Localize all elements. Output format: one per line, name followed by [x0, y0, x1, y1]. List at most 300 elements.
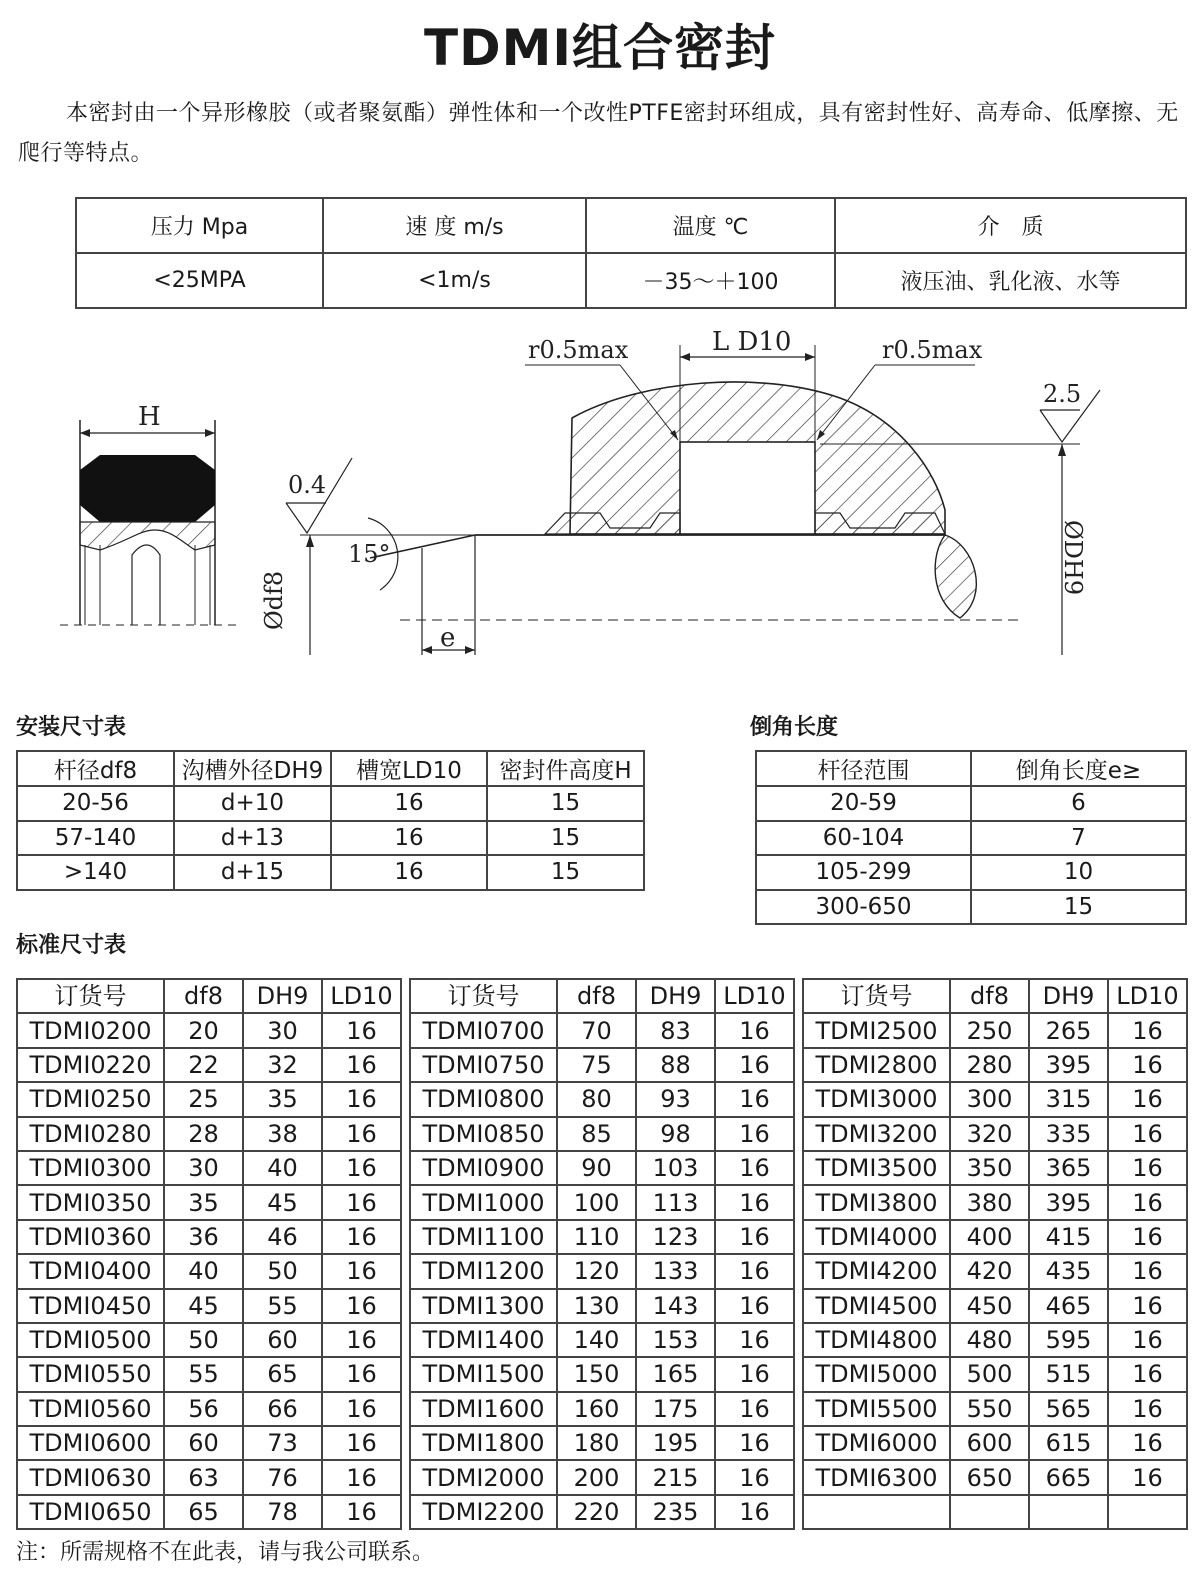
table-cell: 16: [322, 1082, 401, 1116]
chamfer-e-label: e: [440, 623, 456, 653]
order-number-cell: TDMI3000: [803, 1082, 950, 1116]
table-cell: 300-650: [756, 890, 971, 925]
order-number-cell: TDMI1100: [410, 1220, 557, 1254]
order-number-cell: TDMI0600: [17, 1426, 164, 1460]
table-row: [756, 786, 1186, 821]
table-cell: 335: [1029, 1117, 1108, 1151]
order-number-cell: TDMI0360: [17, 1220, 164, 1254]
table-row: [803, 1254, 1187, 1288]
order-number-cell: TDMI4800: [803, 1323, 950, 1357]
table-row: [410, 1495, 794, 1529]
table-cell: 150: [557, 1357, 636, 1391]
table-row: [410, 1048, 794, 1082]
table-cell: 16: [1108, 1289, 1187, 1323]
install-header-rod: 杆径df8: [17, 751, 174, 786]
table-cell: 20-59: [756, 786, 971, 821]
table-cell: 105-299: [756, 855, 971, 890]
roughness-left-label: 0.4: [288, 471, 327, 499]
table-cell: 200: [557, 1460, 636, 1494]
table-cell: 380: [950, 1185, 1029, 1219]
order-number-cell: TDMI0900: [410, 1151, 557, 1185]
table-cell: 153: [636, 1323, 715, 1357]
param-value-speed: <1m/s: [323, 253, 586, 308]
roughness-right-label: 2.5: [1043, 380, 1082, 408]
table-cell: 16: [1108, 1185, 1187, 1219]
table-cell: 175: [636, 1392, 715, 1426]
table-row: [803, 1048, 1187, 1082]
order-number-cell: TDMI1000: [410, 1185, 557, 1219]
table-cell: 220: [557, 1495, 636, 1529]
table-cell: 16: [1108, 1392, 1187, 1426]
table-cell: 38: [243, 1117, 322, 1151]
table-cell: 165: [636, 1357, 715, 1391]
param-value-medium: 液压油、乳化液、水等: [835, 253, 1186, 308]
table-row: [410, 1254, 794, 1288]
table-cell: 16: [322, 1013, 401, 1047]
order-number-cell: TDMI0630: [17, 1460, 164, 1494]
table-cell: 20: [164, 1013, 243, 1047]
order-number-cell: TDMI2200: [410, 1495, 557, 1529]
order-number-cell: TDMI0300: [17, 1151, 164, 1185]
standard-header-cell: LD10: [322, 979, 401, 1013]
order-number-cell: TDMI6000: [803, 1426, 950, 1460]
order-number-cell: TDMI5500: [803, 1392, 950, 1426]
standard-header-row: [17, 979, 401, 1013]
table-row: [410, 1220, 794, 1254]
order-number-cell: TDMI0550: [17, 1357, 164, 1391]
table-cell: 665: [1029, 1460, 1108, 1494]
table-cell: 30: [243, 1013, 322, 1047]
table-cell: 16: [1108, 1151, 1187, 1185]
order-number-cell: TDMI0400: [17, 1254, 164, 1288]
order-number-cell: TDMI1500: [410, 1357, 557, 1391]
table-cell: 25: [164, 1082, 243, 1116]
table-cell: 16: [331, 855, 487, 890]
order-number-cell: TDMI0350: [17, 1185, 164, 1219]
table-cell: 66: [243, 1392, 322, 1426]
table-cell: [950, 1495, 1029, 1529]
table-row: [410, 1289, 794, 1323]
angle-label: 15°: [348, 540, 391, 568]
table-row: [410, 1185, 794, 1219]
table-cell: 365: [1029, 1151, 1108, 1185]
order-number-cell: TDMI2500: [803, 1013, 950, 1047]
table-cell: 85: [557, 1117, 636, 1151]
table-cell: 16: [715, 1117, 794, 1151]
table-row: [17, 821, 644, 856]
table-row: [17, 855, 644, 890]
table-cell: 55: [164, 1357, 243, 1391]
table-cell: 315: [1029, 1082, 1108, 1116]
order-number-cell: TDMI0220: [17, 1048, 164, 1082]
table-cell: 300: [950, 1082, 1029, 1116]
order-number-cell: TDMI6300: [803, 1460, 950, 1494]
table-cell: 110: [557, 1220, 636, 1254]
table-cell: 63: [164, 1460, 243, 1494]
standard-header-cell: df8: [557, 979, 636, 1013]
table-cell: 50: [243, 1254, 322, 1288]
order-number-cell: TDMI2000: [410, 1460, 557, 1494]
table-cell: 16: [322, 1254, 401, 1288]
table-cell: 16: [322, 1495, 401, 1529]
order-number-cell: TDMI0750: [410, 1048, 557, 1082]
table-cell: 80: [557, 1082, 636, 1116]
groove-assembly: [260, 327, 1100, 655]
install-table-heading: 安装尺寸表: [16, 715, 127, 740]
table-cell: 595: [1029, 1323, 1108, 1357]
table-row: [803, 1392, 1187, 1426]
table-cell: 75: [557, 1048, 636, 1082]
table-cell: [1029, 1495, 1108, 1529]
standard-sizes-table-2: [409, 978, 795, 1530]
table-row: [803, 1082, 1187, 1116]
table-cell: 93: [636, 1082, 715, 1116]
table-cell: 420: [950, 1254, 1029, 1288]
order-number-cell: [803, 1495, 950, 1529]
standard-header-row: [410, 979, 794, 1013]
table-row: [410, 1392, 794, 1426]
table-cell: 76: [243, 1460, 322, 1494]
table-cell: 480: [950, 1323, 1029, 1357]
table-cell: 16: [715, 1495, 794, 1529]
seal-technical-drawing: [0, 0, 1200, 700]
standard-header-cell: DH9: [636, 979, 715, 1013]
table-cell: 395: [1029, 1048, 1108, 1082]
table-cell: 15: [971, 890, 1186, 925]
install-header-groove-width: 槽宽LD10: [331, 751, 487, 786]
table-row: [17, 1254, 401, 1288]
order-number-cell: TDMI1300: [410, 1289, 557, 1323]
table-cell: 500: [950, 1357, 1029, 1391]
table-cell: 123: [636, 1220, 715, 1254]
table-cell: 320: [950, 1117, 1029, 1151]
table-row: [803, 1013, 1187, 1047]
table-cell: 16: [1108, 1357, 1187, 1391]
table-cell: 215: [636, 1460, 715, 1494]
table-cell: 16: [322, 1392, 401, 1426]
table-cell: 15: [487, 855, 644, 890]
table-row: [17, 1013, 401, 1047]
chamfer-header-length: 倒角长度e≥: [971, 751, 1186, 786]
table-cell: 16: [1108, 1220, 1187, 1254]
table-cell: 140: [557, 1323, 636, 1357]
table-cell: 55: [243, 1289, 322, 1323]
standard-header-cell: df8: [164, 979, 243, 1013]
table-cell: 16: [1108, 1323, 1187, 1357]
table-cell: 16: [322, 1220, 401, 1254]
install-dimensions-table: [16, 750, 645, 891]
standard-header-cell: LD10: [715, 979, 794, 1013]
seal-cross-section: [60, 402, 240, 625]
radius-left-label: r0.5max: [528, 336, 629, 364]
table-row: [17, 1117, 401, 1151]
order-number-cell: TDMI0700: [410, 1013, 557, 1047]
table-cell: 88: [636, 1048, 715, 1082]
table-row: [17, 1426, 401, 1460]
standard-header-cell: LD10: [1108, 979, 1187, 1013]
table-cell: 280: [950, 1048, 1029, 1082]
table-cell: 16: [715, 1013, 794, 1047]
table-cell: 16: [715, 1323, 794, 1357]
table-row: [410, 1357, 794, 1391]
page-title: TDMI组合密封: [424, 19, 776, 77]
table-row: [17, 1048, 401, 1082]
param-value-temperature: －35～＋100: [586, 253, 835, 308]
table-cell: 195: [636, 1426, 715, 1460]
order-number-cell: TDMI3200: [803, 1117, 950, 1151]
table-cell: 7: [971, 821, 1186, 856]
order-number-cell: TDMI5000: [803, 1357, 950, 1391]
order-number-cell: TDMI1800: [410, 1426, 557, 1460]
table-cell: 465: [1029, 1289, 1108, 1323]
table-row: [803, 1117, 1187, 1151]
table-row: [410, 1082, 794, 1116]
order-number-cell: TDMI1200: [410, 1254, 557, 1288]
groove-width-label: L D10: [712, 327, 792, 357]
table-cell: 133: [636, 1254, 715, 1288]
table-cell: 16: [1108, 1254, 1187, 1288]
table-cell: 265: [1029, 1013, 1108, 1047]
table-row: [803, 1357, 1187, 1391]
table-cell: 16: [1108, 1426, 1187, 1460]
table-cell: [1108, 1495, 1187, 1529]
table-cell: 60: [164, 1426, 243, 1460]
param-header-speed: 速 度 m/s: [323, 198, 586, 253]
table-cell: 16: [715, 1151, 794, 1185]
table-cell: 16: [322, 1289, 401, 1323]
table-cell: 565: [1029, 1392, 1108, 1426]
table-cell: 113: [636, 1185, 715, 1219]
order-number-cell: TDMI3500: [803, 1151, 950, 1185]
table-cell: 20-56: [17, 786, 174, 821]
table-cell: 120: [557, 1254, 636, 1288]
table-cell: 350: [950, 1151, 1029, 1185]
table-cell: 16: [322, 1185, 401, 1219]
install-header-seal-height: 密封件高度H: [487, 751, 644, 786]
table-row: [803, 1220, 1187, 1254]
table-row: [410, 1426, 794, 1460]
table-cell: 16: [715, 1289, 794, 1323]
table-cell: 16: [322, 1323, 401, 1357]
groove-diameter-label: ØDH9: [1059, 520, 1087, 596]
install-header-groove-od: 沟槽外径DH9: [174, 751, 331, 786]
table-cell: 400: [950, 1220, 1029, 1254]
table-cell: 50: [164, 1323, 243, 1357]
table-cell: 40: [243, 1151, 322, 1185]
table-cell: 22: [164, 1048, 243, 1082]
table-row: [17, 1151, 401, 1185]
order-number-cell: TDMI4000: [803, 1220, 950, 1254]
table-row: [410, 1013, 794, 1047]
table-row: [17, 1392, 401, 1426]
table-cell: 65: [243, 1357, 322, 1391]
rod-diameter-label: Ødf8: [260, 570, 288, 630]
table-cell: 160: [557, 1392, 636, 1426]
install-header-row: [17, 751, 644, 786]
table-row: [410, 1117, 794, 1151]
table-cell: 90: [557, 1151, 636, 1185]
order-number-cell: TDMI4500: [803, 1289, 950, 1323]
standard-sizes-table-3: [802, 978, 1188, 1530]
chamfer-table-heading: 倒角长度: [750, 715, 839, 740]
table-cell: 46: [243, 1220, 322, 1254]
table-row: [803, 1185, 1187, 1219]
table-cell: 16: [331, 821, 487, 856]
table-cell: 16: [1108, 1013, 1187, 1047]
table-row: [17, 1289, 401, 1323]
table-row: [410, 1460, 794, 1494]
table-cell: 16: [322, 1426, 401, 1460]
table-cell: 16: [1108, 1460, 1187, 1494]
table-cell: 36: [164, 1220, 243, 1254]
table-cell: 35: [243, 1082, 322, 1116]
table-cell: 78: [243, 1495, 322, 1529]
order-number-cell: TDMI0500: [17, 1323, 164, 1357]
table-cell: 73: [243, 1426, 322, 1460]
table-row: [803, 1495, 1187, 1529]
table-cell: 16: [322, 1357, 401, 1391]
order-number-cell: TDMI1400: [410, 1323, 557, 1357]
table-row: [17, 1185, 401, 1219]
table-cell: 250: [950, 1013, 1029, 1047]
footer-note: 注：所需规格不在此表，请与我公司联系。: [16, 1540, 435, 1565]
table-row: [17, 1357, 401, 1391]
order-number-cell: TDMI3800: [803, 1185, 950, 1219]
table-row: [17, 1082, 401, 1116]
table-cell: 28: [164, 1117, 243, 1151]
chamfer-length-table: [755, 750, 1187, 925]
standard-header-cell: 订货号: [17, 979, 164, 1013]
table-cell: d+13: [174, 821, 331, 856]
table-cell: 16: [322, 1048, 401, 1082]
table-cell: 435: [1029, 1254, 1108, 1288]
table-row: [17, 1323, 401, 1357]
table-cell: 16: [1108, 1117, 1187, 1151]
table-row: [803, 1426, 1187, 1460]
table-cell: 10: [971, 855, 1186, 890]
param-header-pressure: 压力 Mpa: [76, 198, 323, 253]
order-number-cell: TDMI0650: [17, 1495, 164, 1529]
intro-paragraph: 本密封由一个异形橡胶（或者聚氨酯）弹性体和一个改性PTFE密封环组成，具有密封性好、高寿命、低摩擦、无爬行等特点。: [18, 101, 1179, 166]
table-cell: 515: [1029, 1357, 1108, 1391]
standard-header-cell: DH9: [1029, 979, 1108, 1013]
order-number-cell: TDMI0800: [410, 1082, 557, 1116]
table-cell: 15: [487, 821, 644, 856]
standard-table-heading: 标准尺寸表: [16, 933, 127, 958]
chamfer-header-row: [756, 751, 1186, 786]
order-number-cell: TDMI0280: [17, 1117, 164, 1151]
table-cell: 16: [715, 1426, 794, 1460]
table-cell: 15: [487, 786, 644, 821]
table-cell: 70: [557, 1013, 636, 1047]
table-row: [803, 1323, 1187, 1357]
order-number-cell: TDMI4200: [803, 1254, 950, 1288]
table-cell: 40: [164, 1254, 243, 1288]
standard-header-row: [803, 979, 1187, 1013]
table-row: [410, 1323, 794, 1357]
table-row: [756, 855, 1186, 890]
table-cell: 65: [164, 1495, 243, 1529]
table-cell: 16: [331, 786, 487, 821]
order-number-cell: TDMI0200: [17, 1013, 164, 1047]
table-cell: 16: [1108, 1048, 1187, 1082]
table-cell: 16: [322, 1460, 401, 1494]
table-cell: 16: [715, 1048, 794, 1082]
table-cell: 16: [715, 1220, 794, 1254]
table-cell: 56: [164, 1392, 243, 1426]
table-cell: 16: [715, 1082, 794, 1116]
table-cell: 45: [164, 1289, 243, 1323]
standard-header-cell: df8: [950, 979, 1029, 1013]
table-cell: 550: [950, 1392, 1029, 1426]
param-value-pressure: <25MPA: [76, 253, 323, 308]
order-number-cell: TDMI0450: [17, 1289, 164, 1323]
table-cell: 615: [1029, 1426, 1108, 1460]
table-cell: 45: [243, 1185, 322, 1219]
table-cell: 16: [715, 1254, 794, 1288]
table-cell: 60: [243, 1323, 322, 1357]
table-cell: 35: [164, 1185, 243, 1219]
standard-header-cell: 订货号: [410, 979, 557, 1013]
table-cell: 16: [322, 1117, 401, 1151]
standard-header-cell: 订货号: [803, 979, 950, 1013]
standard-header-cell: DH9: [243, 979, 322, 1013]
table-cell: 415: [1029, 1220, 1108, 1254]
table-row: [803, 1151, 1187, 1185]
param-header-temperature: 温度 ℃: [586, 198, 835, 253]
chamfer-header-rod-range: 杆径范围: [756, 751, 971, 786]
order-number-cell: TDMI0560: [17, 1392, 164, 1426]
table-cell: 16: [1108, 1082, 1187, 1116]
param-header-medium: 介 质: [835, 198, 1186, 253]
table-cell: 650: [950, 1460, 1029, 1494]
table-row: [803, 1289, 1187, 1323]
table-cell: 98: [636, 1117, 715, 1151]
table-cell: 143: [636, 1289, 715, 1323]
table-cell: 130: [557, 1289, 636, 1323]
table-cell: d+10: [174, 786, 331, 821]
table-row: [756, 821, 1186, 856]
table-cell: 600: [950, 1426, 1029, 1460]
order-number-cell: TDMI1600: [410, 1392, 557, 1426]
table-cell: 6: [971, 786, 1186, 821]
order-number-cell: TDMI0250: [17, 1082, 164, 1116]
table-cell: 100: [557, 1185, 636, 1219]
table-cell: 180: [557, 1426, 636, 1460]
table-cell: 16: [715, 1357, 794, 1391]
table-row: [17, 1460, 401, 1494]
table-row: [756, 890, 1186, 925]
standard-sizes-table-1: [16, 978, 402, 1530]
table-cell: 16: [715, 1185, 794, 1219]
table-cell: 60-104: [756, 821, 971, 856]
table-cell: 32: [243, 1048, 322, 1082]
table-cell: d+15: [174, 855, 331, 890]
table-cell: 83: [636, 1013, 715, 1047]
table-cell: >140: [17, 855, 174, 890]
table-cell: 395: [1029, 1185, 1108, 1219]
table-cell: 103: [636, 1151, 715, 1185]
table-cell: 450: [950, 1289, 1029, 1323]
table-cell: 57-140: [17, 821, 174, 856]
table-cell: 30: [164, 1151, 243, 1185]
table-row: [803, 1460, 1187, 1494]
table-row: [17, 786, 644, 821]
height-h-label: H: [138, 402, 161, 432]
table-row: [17, 1495, 401, 1529]
table-row: [17, 1220, 401, 1254]
radius-right-label: r0.5max: [882, 336, 983, 364]
